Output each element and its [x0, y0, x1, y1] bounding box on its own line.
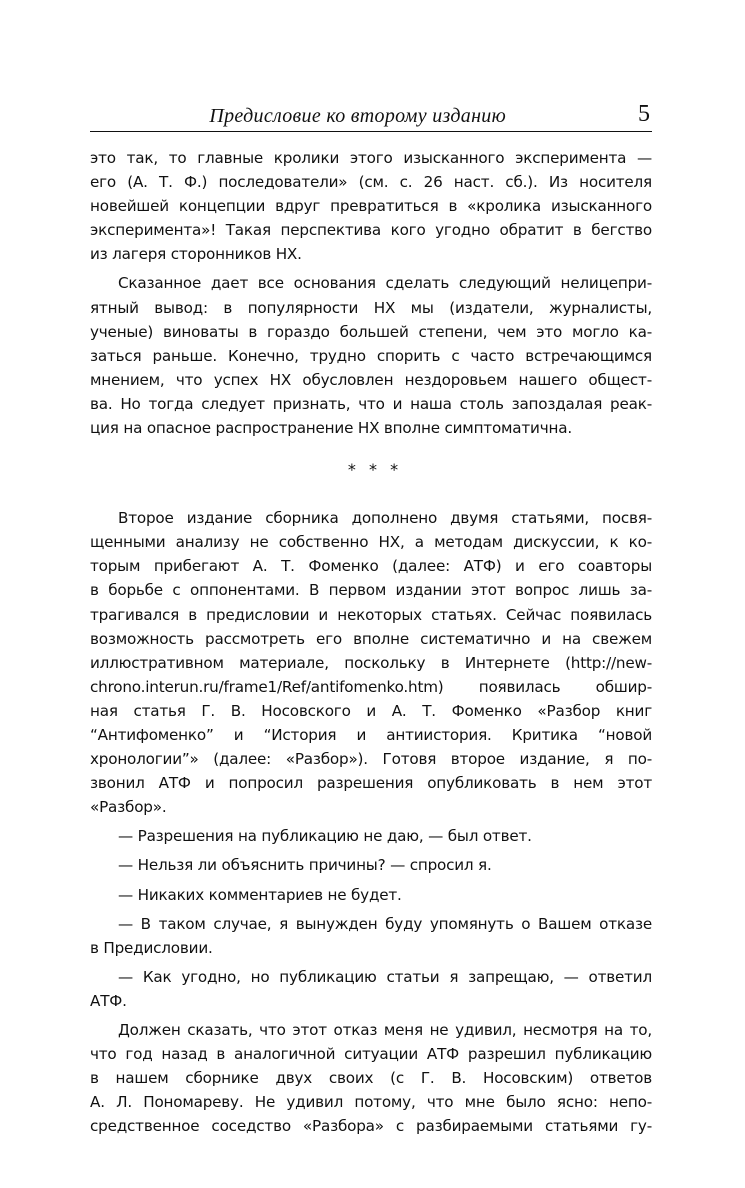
text-line: ятный вывод: в популярности НХ мы (издатели, журналисты, — [90, 298, 652, 317]
dialogue-line: — Как угодно, но публикацию статьи я запрещаю, — ответил — [118, 967, 652, 986]
running-header — [90, 101, 652, 132]
text-line: трагивался в предисловии и некоторых статьях. Сейчас появилась — [90, 605, 652, 624]
text-line: Второе издание сборника дополнено двумя статьями, посвя- — [118, 509, 652, 528]
text-line: Сказанное дает все основания сделать следующий нелицепри- — [118, 274, 652, 293]
text-line: заться раньше. Конечно, трудно спорить с часто встречающимся — [90, 346, 652, 365]
text-line: в нашем сборнике двух своих (с Г. В. Носовским) ответов — [90, 1069, 652, 1088]
text-line: возможность рассмотреть его вполне систематично и на свежем — [90, 629, 652, 648]
text-line: новейшей концепции вдруг превратиться в «кролика изысканного — [90, 197, 652, 216]
text-line: его (А. Т. Ф.) последователи» (см. с. 26 наст. сб.). Из носителя — [90, 173, 652, 192]
text-line: в борьбе с оппонентами. В первом издании этот вопрос лишь за- — [90, 581, 652, 600]
paragraph-second-edition — [90, 506, 652, 819]
text-line: “Антифоменко” и “История и антиистория. Критика “новой — [90, 725, 652, 744]
dialogue-line: — Разрешения на публикацию не даю, — был ответ. — [118, 827, 532, 846]
text-line: мнением, что успех НХ обусловлен нездоровьем нашего общест- — [90, 370, 652, 389]
paragraph-continuation — [90, 146, 652, 266]
text-line: это так, то главные кролики этого изысканного эксперимента — — [90, 149, 652, 167]
text-line: chrono.interun.ru/frame1/Ref/antifomenko.htm) появилась обшир- — [90, 677, 652, 696]
page-number: 5 — [638, 101, 650, 127]
dialogue-line: в Предисловии. — [90, 938, 213, 957]
section-separator: * * * — [347, 460, 403, 480]
text-line: А. Л. Пономареву. Не удивил потому, что мне было ясно: непо- — [90, 1093, 652, 1112]
text-line: ная статья Г. В. Носовского и А. Т. Фоменко «Разбор книг — [90, 701, 652, 720]
text-line: ва. Но тогда следует признать, что и наша столь запоздалая реак- — [90, 394, 652, 413]
text-line: эксперимента»! Такая перспектива кого угодно обратит в бегство — [90, 221, 652, 240]
paragraph-conclusion — [90, 271, 652, 440]
dialogue-line: — Нельзя ли объяснить причины? — спросил я. — [118, 856, 492, 875]
dialogue-line: АТФ. — [90, 991, 127, 1010]
dialogue-line: — В таком случае, я вынужден буду упомянуть о Вашем отказе — [118, 914, 652, 933]
text-line: средственное соседство «Разбора» с разбираемыми статьями гу- — [90, 1117, 652, 1136]
text-line: из лагеря сторонников НХ. — [90, 245, 302, 264]
text-line: ученые) виноваты в гораздо большей степени, чем это могло ка- — [90, 322, 652, 341]
dialogue-line: — Никаких комментариев не будет. — [118, 885, 402, 904]
text-line: торым прибегают А. Т. Фоменко (далее: АТФ) и его соавторы — [90, 557, 652, 576]
dialogue — [90, 824, 652, 1013]
body-text — [90, 146, 652, 1138]
text-line: ция на опасное распространение НХ вполне симптоматична. — [90, 419, 572, 438]
text-line: Должен сказать, что этот отказ меня не удивил, несмотря на то, — [118, 1021, 652, 1039]
text-line: иллюстративном материале, поскольку в Интернете (http://new- — [90, 653, 652, 672]
paragraph-refusal — [90, 1018, 652, 1138]
text-line: звонил АТФ и попросил разрешения опубликовать в нем этот — [90, 774, 652, 793]
header-title: Предисловие ко второму изданию — [209, 105, 506, 127]
text-line: что год назад в аналогичной ситуации АТФ разрешил публикацию — [90, 1045, 652, 1064]
text-line: хронологии”» (далее: «Разбор»). Готовя второе издание, я по- — [90, 750, 652, 769]
text-line: щенными анализу не собственно НХ, а методам дискуссии, к ко- — [90, 533, 652, 552]
text-line: «Разбор». — [90, 798, 167, 817]
